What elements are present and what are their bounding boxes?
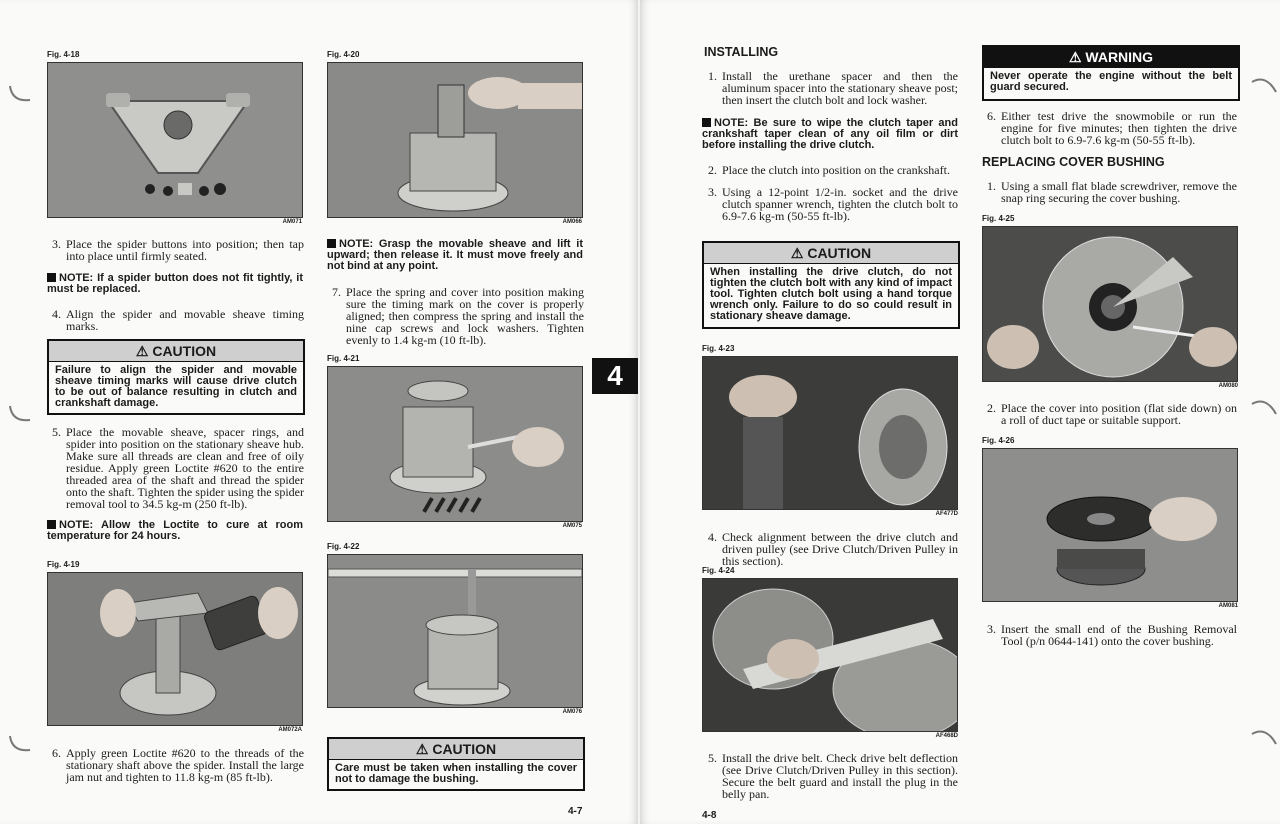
photo-id: AF477D	[935, 511, 958, 517]
step-number: 4.	[52, 307, 61, 321]
step-text: Place the cover into position (flat side down) on a roll of duct tape or suitable support.	[1001, 401, 1237, 427]
photo-torque-wrench	[327, 554, 583, 708]
step-text: Install the drive belt. Check drive belt deflection (see Drive Clutch/Driven Pulley in this section). Secure the belt guard and install the plug in the belly pan.	[722, 751, 958, 801]
warning-triangle-icon: ⚠	[790, 245, 804, 261]
caution-text: Care must be taken when installing the cover not to damage the bushing.	[335, 762, 577, 785]
caution-text: Failure to align the spider and movable sheave timing marks will cause drive clutch to be out of balance resulting in clutch and crankshaft damage.	[55, 364, 297, 409]
figure-label: Fig. 4-20	[327, 50, 360, 59]
left-page	[0, 0, 638, 824]
note-text: NOTE: Allow the Loctite to cure at room temperature for 24 hours.	[47, 519, 303, 542]
caution-title: CAUTION	[152, 343, 217, 359]
step-number: 2.	[708, 163, 717, 177]
figure-label: Fig. 4-24	[702, 566, 735, 575]
caution-text: When installing the drive clutch, do not tighten the clutch bolt with any kind of impact tool. Tighten clutch bolt using a hand torque wrench only. Failure to do so could result in stationary sheave damage.	[710, 266, 952, 322]
photo-id: AM081	[1218, 603, 1238, 609]
figure-label: Fig. 4-19	[47, 560, 80, 569]
warning-title: WARNING	[1085, 49, 1154, 65]
step-text: Apply green Loctite #620 to the threads of the stationary shaft above the spider. Install the large jam nut and tighten to 11.8 kg-m (85 ft-lb).	[66, 746, 304, 784]
section-tab: 4	[592, 358, 638, 394]
binder-hole-mark	[1250, 70, 1280, 100]
torque-wrench-icon	[328, 555, 582, 707]
warning-text: Never operate the engine without the belt guard secured.	[990, 70, 1232, 93]
step-text: Install the urethane spacer and then the aluminum spacer into the stationary sheave post; then insert the clutch bolt and lock washer.	[722, 69, 958, 107]
binder-hole-mark	[4, 80, 34, 110]
caution-header	[704, 243, 958, 264]
note-spider-button	[47, 273, 303, 295]
step-number: 2.	[987, 401, 996, 415]
snap-ring-removal-icon	[983, 227, 1237, 381]
note-grasp-sheave	[327, 239, 583, 272]
clutch-on-crankshaft-icon	[703, 357, 957, 509]
photo-id: AM072A	[278, 727, 302, 733]
step-text: Place the spider buttons into position; then tap into place until firmly seated.	[66, 237, 304, 263]
step-number: 3.	[52, 237, 61, 251]
cover-alignment-icon	[328, 367, 582, 521]
step-number: 6.	[987, 109, 996, 123]
step-text: Place the movable sheave, spacer rings, and spider into position on the stationary sheave hub. Make sure all threads are clean and free of oily residue. Apply green Loctite #620 to the entire threaded area of the shaft and thread the spider onto the shaft. Tighten the spider using the spider removal tool to 34.5 kg-m (250 ft-lb).	[66, 425, 304, 511]
photo-loctite-application	[47, 572, 303, 726]
figure-label: Fig. 4-26	[982, 436, 1015, 445]
sheave-lift-icon	[328, 63, 582, 217]
photo-id: AF468D	[935, 733, 958, 739]
heading-installing: INSTALLING	[704, 45, 779, 59]
photo-snap-ring-removal	[982, 226, 1238, 382]
step-text: Check alignment between the drive clutch and driven pulley (see Drive Clutch/Driven Pulley in this section).	[722, 530, 958, 568]
figure-label: Fig. 4-21	[327, 354, 360, 363]
step-text: Place the clutch into position on the crankshaft.	[722, 163, 950, 177]
step-number: 3.	[708, 185, 717, 199]
caution-title: CAUTION	[432, 741, 497, 757]
warning-header	[984, 47, 1238, 68]
note-text: NOTE: Grasp the movable sheave and lift it upward; then release it. It must move freely and not bind at any point.	[327, 238, 583, 272]
step-number: 5.	[708, 751, 717, 765]
step-number: 4.	[708, 530, 717, 544]
figure-label: Fig. 4-22	[327, 542, 360, 551]
spider-parts-icon	[48, 63, 302, 217]
binder-hole-mark	[1250, 722, 1280, 752]
step-text: Insert the small end of the Bushing Removal Tool (p/n 0644-141) onto the cover bushing.	[1001, 622, 1237, 648]
warning-triangle-icon: ⚠	[415, 741, 429, 757]
note-square-icon	[47, 520, 56, 529]
figure-label: Fig. 4-25	[982, 214, 1015, 223]
heading-replacing-cover-bushing: REPLACING COVER BUSHING	[982, 155, 1165, 169]
photo-cover-on-tape	[982, 448, 1238, 602]
binder-hole-mark	[1250, 392, 1280, 422]
caution-box-timing	[47, 339, 305, 415]
photo-clutch-on-crankshaft	[702, 356, 958, 510]
photo-spider-parts	[47, 62, 303, 218]
step-text: Using a 12-point 1/2-in. socket and the drive clutch spanner wrench, tighten the clutch bolt to 6.9-7.6 kg-m (50-55 ft-lb).	[722, 185, 958, 223]
caution-header	[49, 341, 303, 362]
page-number: 4-7	[568, 806, 583, 817]
photo-sheave-lift	[327, 62, 583, 218]
step-text: Either test drive the snowmobile or run the engine for five minutes; then tighten the drive clutch bolt to 6.9-7.6 kg-m (50-55 ft-lb).	[1001, 109, 1237, 147]
belt-alignment-icon	[703, 579, 957, 731]
photo-id: AM066	[562, 219, 582, 225]
caution-box-impact-tool	[702, 241, 960, 329]
note-text: NOTE: Be sure to wipe the clutch taper and crankshaft taper clean of any oil film or dirt before installing the drive clutch.	[702, 117, 958, 151]
step-number: 3.	[987, 622, 996, 636]
right-page	[640, 0, 1280, 824]
warning-triangle-icon: ⚠	[1068, 49, 1082, 65]
note-square-icon	[47, 273, 56, 282]
warning-triangle-icon: ⚠	[135, 343, 149, 359]
figure-label: Fig. 4-18	[47, 50, 80, 59]
note-square-icon	[702, 118, 711, 127]
caution-header	[329, 739, 583, 760]
step-number: 6.	[52, 746, 61, 760]
step-number: 7.	[332, 285, 341, 299]
photo-belt-alignment	[702, 578, 958, 732]
photo-id: AM075	[562, 523, 582, 529]
note-loctite-cure	[47, 520, 303, 542]
loctite-application-icon	[48, 573, 302, 725]
step-number: 1.	[708, 69, 717, 83]
cover-on-tape-icon	[983, 449, 1237, 601]
photo-id: AM080	[1218, 383, 1238, 389]
note-text: NOTE: If a spider button does not fit tightly, it must be replaced.	[47, 272, 303, 295]
photo-id: AM071	[282, 219, 302, 225]
step-number: 5.	[52, 425, 61, 439]
binder-hole-mark	[4, 400, 34, 430]
warning-box-belt-guard	[982, 45, 1240, 101]
note-wipe-taper	[702, 118, 958, 151]
photo-cover-alignment	[327, 366, 583, 522]
figure-label: Fig. 4-23	[702, 344, 735, 353]
caution-box-bushing	[327, 737, 585, 791]
step-text: Using a small flat blade screwdriver, remove the snap ring securing the cover bushing.	[1001, 179, 1237, 205]
caution-title: CAUTION	[807, 245, 872, 261]
step-text: Align the spider and movable sheave timing marks.	[66, 307, 304, 333]
page-number: 4-8	[702, 810, 717, 821]
step-text: Place the spring and cover into position making sure the timing mark on the cover is properly aligned; then compress the spring and install the nine cap screws and lock washers. Tighten evenly to 1.4 kg-m (10 ft-lb).	[346, 285, 584, 347]
note-square-icon	[327, 239, 336, 248]
photo-id: AM076	[562, 709, 582, 715]
binder-hole-mark	[4, 730, 34, 760]
step-number: 1.	[987, 179, 996, 193]
